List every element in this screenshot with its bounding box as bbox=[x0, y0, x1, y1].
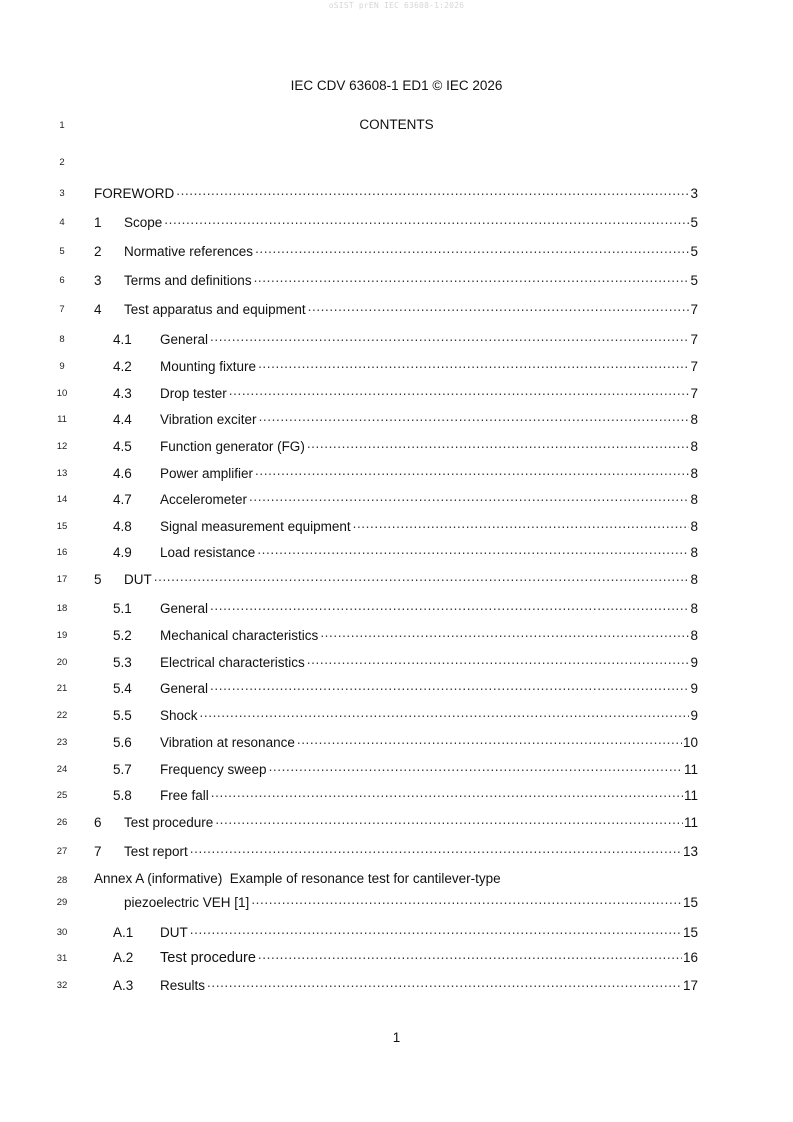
toc-entry-number: 4.5 bbox=[113, 439, 132, 454]
toc-entry-page: 13 bbox=[682, 844, 698, 859]
dot-leader bbox=[258, 948, 682, 962]
toc-entry-title: Vibration exciter bbox=[160, 412, 257, 427]
toc-entry-number: 5.1 bbox=[113, 601, 132, 616]
line-number: 6 bbox=[59, 275, 65, 286]
dot-leader bbox=[308, 300, 690, 314]
toc-entry-title: Free fall bbox=[160, 788, 209, 803]
line-number: 28 bbox=[56, 875, 68, 886]
dot-leader bbox=[259, 410, 690, 424]
toc-entry-a-1[interactable] bbox=[113, 923, 698, 941]
toc-entry-number: 4.7 bbox=[113, 492, 132, 507]
toc-entry-page: 9 bbox=[690, 681, 698, 696]
toc-entry-title: General bbox=[160, 681, 209, 696]
toc-entry-page: 5 bbox=[690, 273, 698, 288]
toc-entry-title: Test procedure bbox=[124, 815, 214, 830]
dot-leader bbox=[320, 626, 689, 640]
toc-entry-title: piezoelectric VEH [1] bbox=[124, 895, 250, 910]
toc-entry-4-1[interactable] bbox=[113, 330, 698, 348]
dot-leader bbox=[254, 271, 690, 285]
toc-entry-title: General bbox=[160, 601, 209, 616]
dot-leader bbox=[307, 437, 690, 451]
toc-entry-5-4[interactable] bbox=[113, 679, 698, 697]
toc-entry-dut[interactable] bbox=[94, 570, 698, 588]
toc-entry-number: 5 bbox=[94, 572, 102, 587]
line-number: 4 bbox=[59, 217, 65, 228]
dot-leader bbox=[249, 490, 689, 504]
toc-entry-page: 9 bbox=[690, 708, 698, 723]
dot-leader bbox=[164, 213, 689, 227]
line-number: 19 bbox=[56, 630, 68, 641]
toc-entry-5-3[interactable] bbox=[113, 653, 698, 671]
toc-entry-page: 15 bbox=[682, 895, 698, 910]
dot-leader bbox=[190, 842, 682, 856]
dot-leader bbox=[255, 464, 689, 478]
toc-entry-title: Mechanical characteristics bbox=[160, 628, 319, 643]
line-number: 10 bbox=[56, 388, 68, 399]
toc-entry-4-5[interactable] bbox=[113, 437, 698, 455]
toc-entry-number: 5.6 bbox=[113, 735, 132, 750]
toc-entry-5-6[interactable] bbox=[113, 733, 698, 751]
toc-entry-number: 5.5 bbox=[113, 708, 132, 723]
dot-leader bbox=[297, 733, 682, 747]
dot-leader bbox=[210, 679, 689, 693]
dot-leader bbox=[307, 653, 690, 667]
dot-leader bbox=[176, 184, 689, 198]
toc-entry-number: 1 bbox=[94, 215, 102, 230]
toc-entry-title: Load resistance bbox=[160, 545, 256, 560]
toc-entry-4-2[interactable] bbox=[113, 357, 698, 375]
toc-entry-test-report[interactable] bbox=[94, 842, 698, 860]
toc-entry-page: 11 bbox=[683, 762, 698, 777]
toc-entry-page: 7 bbox=[690, 332, 698, 347]
toc-entry-title: Shock bbox=[160, 708, 198, 723]
line-number: 29 bbox=[56, 897, 68, 908]
toc-entry-page: 16 bbox=[682, 950, 698, 965]
toc-entry-title: Drop tester bbox=[160, 386, 227, 401]
line-number: 25 bbox=[56, 790, 68, 801]
toc-entry-page: 11 bbox=[683, 815, 698, 830]
toc-entry-number: 4.9 bbox=[113, 545, 132, 560]
toc-entry-number: 2 bbox=[94, 244, 102, 259]
dot-leader bbox=[200, 706, 690, 720]
line-number: 7 bbox=[59, 304, 65, 315]
dot-leader bbox=[258, 357, 689, 371]
line-number: 18 bbox=[56, 603, 68, 614]
toc-entry-4-9[interactable] bbox=[113, 543, 698, 561]
toc-entry-page: 5 bbox=[690, 244, 698, 259]
toc-entry-number: 4 bbox=[94, 302, 102, 317]
line-number: 12 bbox=[56, 441, 68, 452]
line-number: 5 bbox=[59, 246, 65, 257]
toc-entry-title: DUT bbox=[160, 925, 188, 940]
line-number: 23 bbox=[56, 737, 68, 748]
toc-entry-number: 4.1 bbox=[113, 332, 132, 347]
line-number: 9 bbox=[59, 361, 65, 372]
toc-entry-title: Test report bbox=[124, 844, 188, 859]
toc-entry-foreword[interactable] bbox=[94, 184, 698, 202]
toc-entry-number: 4.6 bbox=[113, 466, 132, 481]
dot-leader bbox=[190, 923, 682, 937]
toc-entry-number: 5.3 bbox=[113, 655, 132, 670]
toc-entry-number: 4.2 bbox=[113, 359, 132, 374]
toc-entry-page: 17 bbox=[682, 978, 698, 993]
toc-entry-number: 3 bbox=[94, 273, 102, 288]
toc-entry-title: Vibration at resonance bbox=[160, 735, 295, 750]
toc-entry-title: Power amplifier bbox=[160, 466, 254, 481]
toc-entry-page: 8 bbox=[690, 492, 698, 507]
toc-entry-page: 3 bbox=[690, 186, 698, 201]
toc-entry-title: Test apparatus and equipment bbox=[124, 302, 306, 317]
dot-leader bbox=[255, 242, 689, 256]
toc-entry-title: Frequency sweep bbox=[160, 762, 267, 777]
toc-entry-terms-and-definitions[interactable] bbox=[94, 271, 698, 289]
toc-entry-5-8[interactable] bbox=[113, 786, 698, 804]
toc-entry-page: 11 bbox=[683, 788, 698, 803]
dot-leader bbox=[353, 517, 690, 531]
toc-entry-page: 8 bbox=[690, 601, 698, 616]
toc-entry-title: DUT bbox=[124, 572, 152, 587]
line-number: 8 bbox=[59, 334, 65, 345]
toc-entry-page: 8 bbox=[690, 519, 698, 534]
toc-entry-normative-references[interactable] bbox=[94, 242, 698, 260]
toc-entry-4-4[interactable] bbox=[113, 410, 698, 428]
toc-entry-page: 8 bbox=[690, 545, 698, 560]
toc-entry-number: A.2 bbox=[113, 950, 134, 965]
toc-entry-number: 6 bbox=[94, 815, 102, 830]
line-number: 22 bbox=[56, 710, 68, 721]
toc-entry-page: 8 bbox=[690, 628, 698, 643]
dot-leader bbox=[210, 330, 689, 344]
line-number: 24 bbox=[56, 764, 68, 775]
toc-entry-title: Normative references bbox=[124, 244, 254, 259]
line-number: 13 bbox=[56, 468, 68, 479]
toc-entry-page: 5 bbox=[690, 215, 698, 230]
toc-entry-a-2[interactable] bbox=[113, 948, 698, 966]
toc-entry-5-2[interactable] bbox=[113, 626, 698, 644]
toc-entry-test-apparatus[interactable] bbox=[94, 300, 698, 318]
toc-entry-title: Mounting fixture bbox=[160, 359, 257, 374]
toc-entry-number: 4.3 bbox=[113, 386, 132, 401]
toc-entry-number: 4.8 bbox=[113, 519, 132, 534]
dot-leader bbox=[251, 893, 682, 907]
toc-entry-title: General bbox=[160, 332, 209, 347]
dot-leader bbox=[210, 599, 689, 613]
toc-entry-title: Scope bbox=[124, 215, 163, 230]
toc-entry-test-procedure[interactable] bbox=[94, 813, 698, 831]
toc-entry-scope[interactable] bbox=[94, 213, 698, 231]
dot-leader bbox=[257, 543, 689, 557]
toc-entry-annex-a-continued[interactable] bbox=[124, 893, 698, 911]
toc-entry-page: 8 bbox=[690, 439, 698, 454]
line-number: 15 bbox=[56, 521, 68, 532]
toc-entry-number: 4.4 bbox=[113, 412, 132, 427]
toc-entry-page: 7 bbox=[690, 302, 698, 317]
toc-entry-number: 5.8 bbox=[113, 788, 132, 803]
dot-leader bbox=[269, 760, 683, 774]
toc-entry-page: 9 bbox=[690, 655, 698, 670]
toc-entry-number: 5.2 bbox=[113, 628, 132, 643]
toc-entry-number: 5.4 bbox=[113, 681, 132, 696]
line-number: 31 bbox=[56, 953, 68, 964]
toc-entry-page: 7 bbox=[690, 359, 698, 374]
line-number: 30 bbox=[56, 927, 68, 938]
document-header: IEC CDV 63608-1 ED1 © IEC 2026 bbox=[290, 78, 503, 93]
dot-leader bbox=[229, 384, 690, 398]
toc-entry-title: Test procedure bbox=[160, 950, 256, 966]
toc-entry-4-7[interactable] bbox=[113, 490, 698, 508]
line-number: 1 bbox=[59, 120, 65, 131]
toc-entry-4-3[interactable] bbox=[113, 384, 698, 402]
page-number: 1 bbox=[392, 1030, 401, 1045]
line-number: 14 bbox=[56, 494, 68, 505]
line-number: 26 bbox=[56, 817, 68, 828]
line-number: 3 bbox=[59, 188, 65, 199]
toc-entry-title: Signal measurement equipment bbox=[160, 519, 351, 534]
line-number: 32 bbox=[56, 980, 68, 991]
toc-entry-page: 7 bbox=[690, 386, 698, 401]
toc-entry-page: 8 bbox=[690, 412, 698, 427]
line-number: 20 bbox=[56, 657, 68, 668]
toc-entry-number: 5.7 bbox=[113, 762, 132, 777]
toc-entry-5-7[interactable] bbox=[113, 760, 698, 778]
toc-entry-5-1[interactable] bbox=[113, 599, 698, 617]
toc-entry-page: 8 bbox=[690, 572, 698, 587]
toc-entry-page: 15 bbox=[682, 925, 698, 940]
document-watermark: oSIST prEN IEC 63608-1:2026 bbox=[328, 1, 465, 10]
dot-leader bbox=[211, 786, 683, 800]
toc-entry-a-3[interactable] bbox=[113, 976, 698, 994]
toc-entry-number: A.3 bbox=[113, 978, 134, 993]
toc-entry-number: 7 bbox=[94, 844, 102, 859]
line-number: 21 bbox=[56, 683, 68, 694]
toc-entry-number: A.1 bbox=[113, 925, 134, 940]
line-number: 2 bbox=[59, 157, 65, 168]
toc-entry-page: 10 bbox=[682, 735, 698, 750]
toc-entry-title: Accelerometer bbox=[160, 492, 248, 507]
line-number: 27 bbox=[56, 846, 68, 857]
dot-leader bbox=[154, 570, 690, 584]
toc-entry-title: Terms and definitions bbox=[124, 273, 252, 288]
contents-heading: CONTENTS bbox=[359, 117, 434, 132]
toc-entry-4-8[interactable] bbox=[113, 517, 698, 535]
dot-leader bbox=[215, 813, 683, 827]
toc-entry-title: Results bbox=[160, 978, 206, 993]
toc-entry-4-6[interactable] bbox=[113, 464, 698, 482]
dot-leader bbox=[207, 976, 682, 990]
toc-entry-annex-a[interactable] bbox=[94, 871, 698, 889]
line-number: 16 bbox=[56, 547, 68, 558]
toc-entry-title: Annex A (informative) Example of resonance test for cantilever-type bbox=[94, 871, 501, 886]
line-number: 17 bbox=[56, 574, 68, 585]
toc-entry-5-5[interactable] bbox=[113, 706, 698, 724]
toc-entry-page: 8 bbox=[690, 466, 698, 481]
line-number: 11 bbox=[57, 414, 67, 425]
toc-entry-title: Function generator (FG) bbox=[160, 439, 305, 454]
toc-entry-title: FOREWORD bbox=[94, 186, 175, 201]
toc-entry-title: Electrical characteristics bbox=[160, 655, 305, 670]
